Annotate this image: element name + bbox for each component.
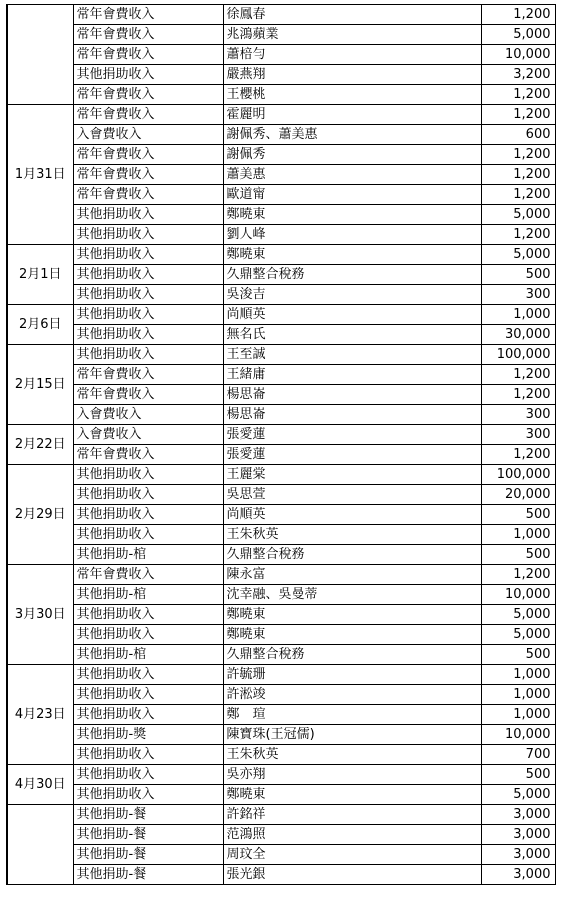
name-cell: 張愛蓮 <box>223 425 481 445</box>
type-cell: 其他捐助收入 <box>73 685 223 705</box>
name-cell: 王朱秋英 <box>223 525 481 545</box>
amount-cell: 500 <box>481 545 555 565</box>
amount-cell: 10,000 <box>481 45 555 65</box>
amount-cell: 300 <box>481 405 555 425</box>
amount-cell: 1,200 <box>481 85 555 105</box>
amount-cell: 1,200 <box>481 385 555 405</box>
type-cell: 常年會費收入 <box>73 445 223 465</box>
amount-cell: 700 <box>481 745 555 765</box>
amount-cell: 5,000 <box>481 205 555 225</box>
date-cell: 2月1日 <box>7 245 73 305</box>
table-row <box>7 605 555 625</box>
table-row <box>7 805 555 825</box>
table-row <box>7 385 555 405</box>
table-row <box>7 205 555 225</box>
table-row <box>7 165 555 185</box>
amount-cell: 3,000 <box>481 805 555 825</box>
type-cell: 常年會費收入 <box>73 565 223 585</box>
name-cell: 久鼎整合稅務 <box>223 545 481 565</box>
amount-cell: 1,200 <box>481 185 555 205</box>
table-row <box>7 245 555 265</box>
name-cell: 無名氏 <box>223 325 481 345</box>
name-cell: 王櫻桃 <box>223 85 481 105</box>
type-cell: 其他捐助收入 <box>73 225 223 245</box>
type-cell: 其他捐助收入 <box>73 525 223 545</box>
name-cell: 歐道甯 <box>223 185 481 205</box>
type-cell: 常年會費收入 <box>73 385 223 405</box>
name-cell: 鄭曉東 <box>223 625 481 645</box>
name-cell: 劉人峰 <box>223 225 481 245</box>
name-cell: 尚順英 <box>223 305 481 325</box>
table-row <box>7 305 555 325</box>
amount-cell: 3,000 <box>481 825 555 845</box>
table-row <box>7 845 555 865</box>
name-cell: 嚴燕翔 <box>223 65 481 85</box>
type-cell: 其他捐助收入 <box>73 625 223 645</box>
date-cell <box>7 805 73 885</box>
type-cell: 常年會費收入 <box>73 185 223 205</box>
name-cell: 吳亦翔 <box>223 765 481 785</box>
type-cell: 其他捐助-棺 <box>73 585 223 605</box>
type-cell: 其他捐助收入 <box>73 745 223 765</box>
type-cell: 其他捐助收入 <box>73 285 223 305</box>
amount-cell: 100,000 <box>481 345 555 365</box>
table-row <box>7 265 555 285</box>
amount-cell: 1,200 <box>481 105 555 125</box>
amount-cell: 1,000 <box>481 705 555 725</box>
type-cell: 其他捐助收入 <box>73 765 223 785</box>
table-row <box>7 85 555 105</box>
amount-cell: 500 <box>481 765 555 785</box>
table-row <box>7 545 555 565</box>
type-cell: 其他捐助收入 <box>73 465 223 485</box>
type-cell: 其他捐助收入 <box>73 265 223 285</box>
name-cell: 吳思萱 <box>223 485 481 505</box>
type-cell: 其他捐助收入 <box>73 205 223 225</box>
amount-cell: 5,000 <box>481 625 555 645</box>
table-row <box>7 825 555 845</box>
name-cell: 久鼎整合稅務 <box>223 645 481 665</box>
table-row <box>7 725 555 745</box>
date-cell: 4月23日 <box>7 665 73 765</box>
amount-cell: 20,000 <box>481 485 555 505</box>
amount-cell: 1,200 <box>481 225 555 245</box>
table-row <box>7 765 555 785</box>
name-cell: 謝佩秀 <box>223 145 481 165</box>
table-row <box>7 785 555 805</box>
amount-cell: 1,200 <box>481 145 555 165</box>
type-cell: 常年會費收入 <box>73 25 223 45</box>
date-cell: 2月15日 <box>7 345 73 425</box>
type-cell: 常年會費收入 <box>73 5 223 25</box>
table-row <box>7 465 555 485</box>
amount-cell: 1,200 <box>481 165 555 185</box>
amount-cell: 3,000 <box>481 865 555 885</box>
date-cell: 3月30日 <box>7 565 73 665</box>
date-cell <box>7 5 73 105</box>
name-cell: 張光銀 <box>223 865 481 885</box>
name-cell: 蕭棓勻 <box>223 45 481 65</box>
type-cell: 入會費收入 <box>73 125 223 145</box>
amount-cell: 5,000 <box>481 785 555 805</box>
name-cell: 謝佩秀、蕭美惠 <box>223 125 481 145</box>
type-cell: 其他捐助收入 <box>73 705 223 725</box>
name-cell: 范鴻照 <box>223 825 481 845</box>
table-row <box>7 645 555 665</box>
amount-cell: 600 <box>481 125 555 145</box>
name-cell: 霍麗明 <box>223 105 481 125</box>
amount-cell: 100,000 <box>481 465 555 485</box>
table-row <box>7 425 555 445</box>
amount-cell: 30,000 <box>481 325 555 345</box>
type-cell: 常年會費收入 <box>73 365 223 385</box>
name-cell: 沈幸融、吳曼蒂 <box>223 585 481 605</box>
table-row <box>7 65 555 85</box>
name-cell: 久鼎整合稅務 <box>223 265 481 285</box>
donation-ledger-table <box>6 4 556 885</box>
amount-cell: 1,200 <box>481 445 555 465</box>
table-row <box>7 865 555 885</box>
type-cell: 其他捐助收入 <box>73 785 223 805</box>
type-cell: 常年會費收入 <box>73 145 223 165</box>
type-cell: 其他捐助收入 <box>73 605 223 625</box>
amount-cell: 500 <box>481 265 555 285</box>
type-cell: 其他捐助-餐 <box>73 845 223 865</box>
amount-cell: 10,000 <box>481 725 555 745</box>
type-cell: 其他捐助收入 <box>73 305 223 325</box>
table-row <box>7 565 555 585</box>
name-cell: 王至誠 <box>223 345 481 365</box>
date-cell: 2月29日 <box>7 465 73 565</box>
name-cell: 兆鴻蘋業 <box>223 25 481 45</box>
amount-cell: 1,200 <box>481 5 555 25</box>
type-cell: 其他捐助收入 <box>73 345 223 365</box>
type-cell: 入會費收入 <box>73 405 223 425</box>
type-cell: 其他捐助-餐 <box>73 865 223 885</box>
name-cell: 周玟全 <box>223 845 481 865</box>
table-row <box>7 225 555 245</box>
type-cell: 其他捐助收入 <box>73 665 223 685</box>
table-row <box>7 445 555 465</box>
type-cell: 其他捐助-棺 <box>73 645 223 665</box>
type-cell: 常年會費收入 <box>73 85 223 105</box>
table-row <box>7 365 555 385</box>
name-cell: 許毓珊 <box>223 665 481 685</box>
amount-cell: 5,000 <box>481 25 555 45</box>
type-cell: 其他捐助收入 <box>73 65 223 85</box>
amount-cell: 500 <box>481 645 555 665</box>
amount-cell: 1,200 <box>481 565 555 585</box>
amount-cell: 3,200 <box>481 65 555 85</box>
type-cell: 其他捐助-獎 <box>73 725 223 745</box>
name-cell: 吳浚吉 <box>223 285 481 305</box>
table-row <box>7 625 555 645</box>
name-cell: 尚順英 <box>223 505 481 525</box>
table-row <box>7 745 555 765</box>
amount-cell: 5,000 <box>481 245 555 265</box>
name-cell: 許淞竣 <box>223 685 481 705</box>
name-cell: 許銘祥 <box>223 805 481 825</box>
name-cell: 鄭曉東 <box>223 205 481 225</box>
type-cell: 常年會費收入 <box>73 165 223 185</box>
name-cell: 徐鳳春 <box>223 5 481 25</box>
type-cell: 其他捐助-餐 <box>73 805 223 825</box>
table-row <box>7 505 555 525</box>
name-cell: 楊思崙 <box>223 405 481 425</box>
name-cell: 鄭 瑄 <box>223 705 481 725</box>
name-cell: 蕭美惠 <box>223 165 481 185</box>
name-cell: 鄭曉東 <box>223 245 481 265</box>
name-cell: 鄭曉東 <box>223 605 481 625</box>
table-row <box>7 25 555 45</box>
date-cell: 2月22日 <box>7 425 73 465</box>
type-cell: 常年會費收入 <box>73 105 223 125</box>
table-row <box>7 705 555 725</box>
table-row <box>7 585 555 605</box>
table-row <box>7 185 555 205</box>
amount-cell: 10,000 <box>481 585 555 605</box>
amount-cell: 1,000 <box>481 305 555 325</box>
name-cell: 王麗棠 <box>223 465 481 485</box>
name-cell: 王緒庸 <box>223 365 481 385</box>
table-row <box>7 325 555 345</box>
name-cell: 陳寶珠(王冠儒) <box>223 725 481 745</box>
type-cell: 其他捐助收入 <box>73 505 223 525</box>
type-cell: 其他捐助收入 <box>73 485 223 505</box>
type-cell: 其他捐助收入 <box>73 325 223 345</box>
date-cell: 4月30日 <box>7 765 73 805</box>
table-row <box>7 105 555 125</box>
date-cell: 1月31日 <box>7 105 73 245</box>
amount-cell: 3,000 <box>481 845 555 865</box>
type-cell: 其他捐助-餐 <box>73 825 223 845</box>
table-row <box>7 665 555 685</box>
table-row <box>7 405 555 425</box>
table-row <box>7 285 555 305</box>
name-cell: 陳永富 <box>223 565 481 585</box>
table-row <box>7 345 555 365</box>
amount-cell: 1,000 <box>481 685 555 705</box>
table-row <box>7 45 555 65</box>
table-row <box>7 525 555 545</box>
name-cell: 楊思崙 <box>223 385 481 405</box>
date-cell: 2月6日 <box>7 305 73 345</box>
amount-cell: 5,000 <box>481 605 555 625</box>
amount-cell: 1,000 <box>481 665 555 685</box>
amount-cell: 300 <box>481 425 555 445</box>
table-row <box>7 125 555 145</box>
type-cell: 常年會費收入 <box>73 45 223 65</box>
type-cell: 入會費收入 <box>73 425 223 445</box>
amount-cell: 1,200 <box>481 365 555 385</box>
ledger-body <box>7 5 555 885</box>
amount-cell: 300 <box>481 285 555 305</box>
table-row <box>7 145 555 165</box>
table-row <box>7 5 555 25</box>
type-cell: 其他捐助-棺 <box>73 545 223 565</box>
amount-cell: 500 <box>481 505 555 525</box>
table-row <box>7 485 555 505</box>
table-row <box>7 685 555 705</box>
amount-cell: 1,000 <box>481 525 555 545</box>
name-cell: 張愛蓮 <box>223 445 481 465</box>
name-cell: 鄭曉東 <box>223 785 481 805</box>
type-cell: 其他捐助收入 <box>73 245 223 265</box>
name-cell: 王朱秋英 <box>223 745 481 765</box>
